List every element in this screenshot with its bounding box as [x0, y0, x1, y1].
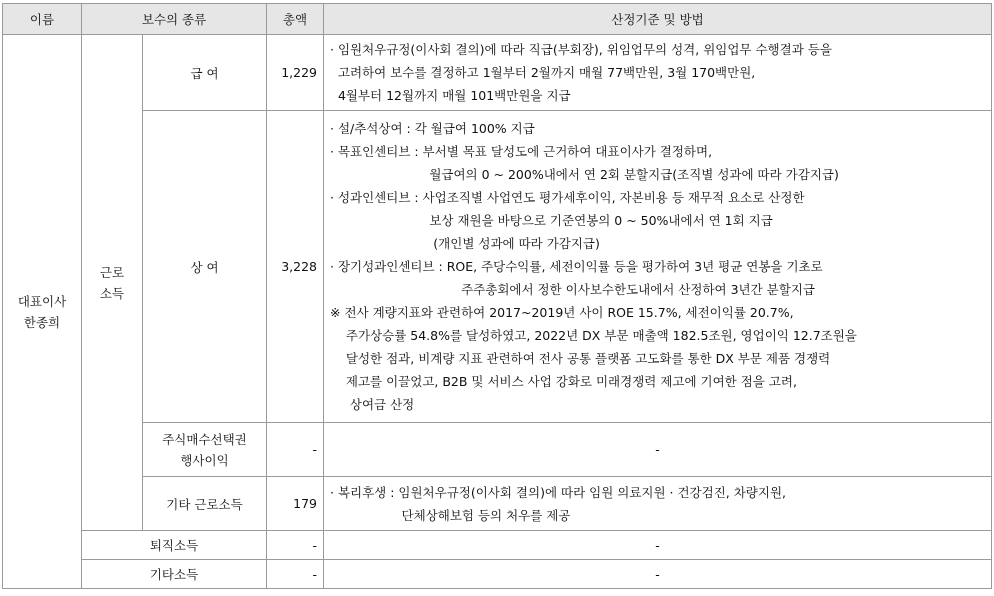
table-row-bonus: [3, 111, 992, 423]
other-earned-amount: 179: [267, 477, 324, 531]
header-criteria: 산정기준 및 방법: [324, 4, 992, 35]
person-name: 한종희: [23, 314, 61, 330]
bonus-label: 상 여: [143, 111, 267, 423]
retirement-label: 퇴직소득: [82, 531, 267, 560]
bonus-line: 주가상승률 54.8%를 달성하였고, 2022년 DX 부문 매출액 182.5조원, 영업이익 12.7조원을: [330, 328, 857, 343]
bonus-line: · 장기성과인센티브 : ROE, 주당수익률, 세전이익률 등을 평가하여 3년 평균 연봉을 기초로: [330, 259, 823, 274]
bonus-line: 달성한 점과, 비계량 지표 관련하여 전사 공통 플랫폼 고도화를 통한 DX 부문 제품 경쟁력: [330, 351, 831, 366]
table-row-salary: [3, 35, 992, 111]
stock-option-label-line1: 주식매수선택권: [162, 431, 247, 447]
salary-line: 고려하여 보수를 결정하고 1월부터 2월까지 매월 77백만원, 3월 170백만원,: [330, 65, 756, 80]
bonus-line: · 목표인센티브 : 부서별 목표 달성도에 근거하여 대표이사가 결정하며,: [330, 144, 713, 159]
other-income-criteria: -: [324, 560, 992, 589]
header-amount: 총액: [267, 4, 324, 35]
other-earned-line: · 복리후생 : 임원처우규정(이사회 결의)에 따라 임원 의료지원 · 건강검진, 차량지원,: [330, 484, 786, 500]
other-earned-label: 기타 근로소득: [143, 477, 267, 531]
salary-line: · 임원처우규정(이사회 결의)에 따라 직급(부회장), 위임업무의 성격, 위임업무 수행결과 등을: [330, 42, 832, 57]
header-type: 보수의 종류: [82, 4, 267, 35]
bonus-line: 제고를 이끌었고, B2B 및 서비스 사업 강화로 미래경쟁력 제고에 기여한 점을 고려,: [330, 374, 797, 389]
bonus-line: 주주총회에서 정한 이사보수한도내에서 산정하여 3년간 분할지급: [330, 282, 815, 297]
table-row-other-earned: [3, 477, 992, 531]
person-title: 대표이사: [17, 293, 67, 309]
salary-criteria: [324, 35, 992, 111]
bonus-line: · 성과인센티브 : 사업조직별 사업연도 평가세후이익, 자본비용 등 재무적 요소로 산정한: [330, 190, 805, 205]
salary-line: 4월부터 12월까지 매월 101백만원을 지급: [330, 88, 571, 103]
compensation-table: [2, 3, 992, 589]
group-label-line2: 소득: [99, 285, 125, 301]
bonus-amount: 3,228: [267, 111, 324, 423]
header-name: 이름: [3, 4, 82, 35]
bonus-line: · 설/추석상여 : 각 월급여 100% 지급: [330, 121, 535, 136]
table-row-stock-option: [3, 423, 992, 477]
other-earned-line: 단체상해보험 등의 처우를 제공: [330, 507, 571, 523]
group-label-cell: [82, 35, 143, 531]
header-row: [3, 4, 992, 35]
bonus-line: 보상 재원을 바탕으로 기준연봉의 0 ~ 50%내에서 연 1회 지급: [330, 213, 773, 228]
other-earned-criteria: [324, 477, 992, 531]
table-row-other-income: [3, 560, 992, 589]
retirement-criteria: -: [324, 531, 992, 560]
stock-option-criteria: -: [324, 423, 992, 477]
bonus-criteria: [324, 111, 992, 423]
stock-option-label-line2: 행사이익: [180, 452, 229, 468]
bonus-line: 상여금 산정: [330, 397, 415, 412]
person-cell: [3, 35, 82, 589]
group-label-line1: 근로: [99, 264, 125, 280]
other-income-amount: -: [267, 560, 324, 589]
other-income-label: 기타소득: [82, 560, 267, 589]
bonus-line: (개인별 성과에 따라 가감지급): [330, 236, 600, 251]
stock-option-label: [143, 423, 267, 477]
bonus-line: ※ 전사 계량지표와 관련하여 2017~2019년 사이 ROE 15.7%, 세전이익률 20.7%,: [330, 305, 794, 320]
salary-amount: 1,229: [267, 35, 324, 111]
stock-option-amount: -: [267, 423, 324, 477]
table-row-retirement: [3, 531, 992, 560]
salary-label: 급 여: [143, 35, 267, 111]
bonus-line: 월급여의 0 ~ 200%내에서 연 2회 분할지급(조직별 성과에 따라 가감지급): [330, 167, 839, 182]
retirement-amount: -: [267, 531, 324, 560]
